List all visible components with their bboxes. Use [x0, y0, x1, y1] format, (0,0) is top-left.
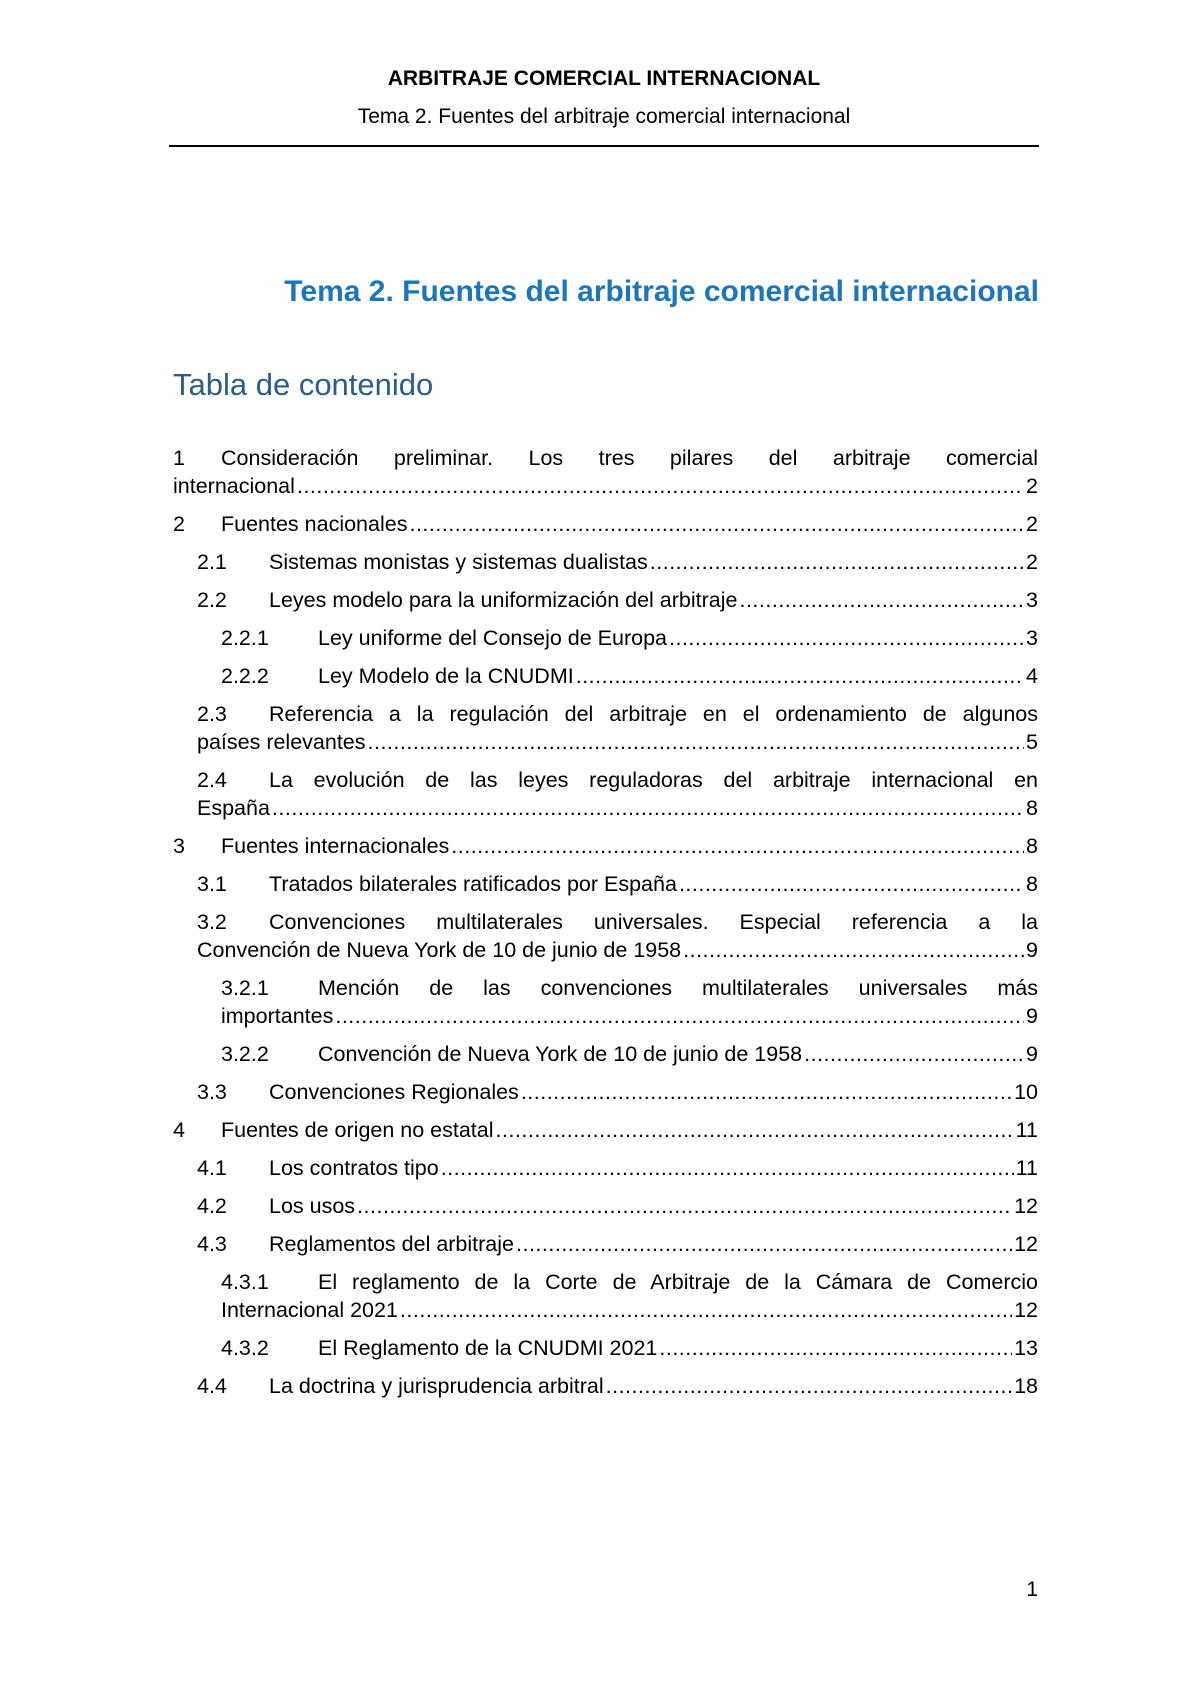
toc-entry-line2 — [173, 472, 1038, 500]
toc-entry-number: 3 — [173, 834, 185, 858]
dot-leader — [368, 728, 1025, 756]
toc-entry-line2 — [197, 936, 1038, 964]
toc-entry-number: 2.4 — [197, 768, 227, 792]
toc-entry-number: 4 — [173, 1118, 185, 1142]
toc-entry-4[interactable] — [173, 1116, 1038, 1144]
dot-leader — [679, 870, 1024, 898]
toc-entry-title: Sistemas monistas y sistemas dualistas — [269, 550, 648, 574]
toc-entry-title: Convención de Nueva York de 10 de junio de 1958 — [318, 1042, 803, 1066]
dot-leader — [669, 624, 1024, 652]
toc-entry-4-3[interactable] — [173, 1230, 1038, 1258]
toc-entry-title-continued: internacional — [173, 474, 295, 498]
toc-entry-number: 2.2.1 — [221, 626, 269, 650]
toc-entry-title: El reglamento de la Corte de Arbitraje de la Cámara de Comercio — [318, 1270, 1038, 1294]
toc-entry-4-1[interactable] — [173, 1154, 1038, 1182]
toc-entry-2-2[interactable] — [173, 586, 1038, 614]
dot-leader — [409, 510, 1024, 538]
dot-leader — [659, 1334, 1012, 1362]
toc-entry-title: Reglamentos del arbitraje — [269, 1232, 514, 1256]
toc-entry-number: 3.3 — [197, 1080, 227, 1104]
header-divider — [169, 145, 1039, 147]
toc-entry-title: Los usos — [269, 1194, 356, 1218]
toc-entry-page: 9 — [1026, 938, 1038, 962]
toc-entry-page: 12 — [1014, 1298, 1038, 1322]
toc-entry-page: 4 — [1026, 664, 1038, 688]
dot-leader — [804, 1040, 1024, 1068]
toc-entry-3[interactable] — [173, 832, 1038, 860]
toc-entry-title-continued: importantes — [221, 1004, 334, 1028]
dot-leader — [451, 832, 1024, 860]
toc-entry-page: 2 — [1026, 550, 1038, 574]
toc-entry-page: 5 — [1026, 730, 1038, 754]
toc-entry-4-4[interactable] — [173, 1372, 1038, 1400]
toc-entry-3-2[interactable] — [173, 908, 1038, 964]
toc-entry-2-4[interactable] — [173, 766, 1038, 822]
toc-entry-2[interactable] — [173, 510, 1038, 538]
page-number: 1 — [1026, 1578, 1038, 1601]
dot-leader — [441, 1154, 1014, 1182]
toc-entry-4-2[interactable] — [173, 1192, 1038, 1220]
toc-entry-title: Leyes modelo para la uniformización del arbitraje — [269, 588, 738, 612]
toc-entry-line1 — [221, 1268, 1038, 1296]
toc-entry-title: La doctrina y jurisprudencia arbitral — [269, 1374, 604, 1398]
toc-entry-title-continued: España — [197, 796, 270, 820]
toc-entry-page: 3 — [1026, 588, 1038, 612]
toc-entry-page: 12 — [1014, 1232, 1038, 1256]
toc-entry-3-2-2[interactable] — [173, 1040, 1038, 1068]
toc-entry-title: Mención de las convenciones multilaterales universales más — [318, 976, 1038, 1000]
toc-entry-number: 4.1 — [197, 1156, 227, 1180]
toc-entry-title: Convenciones Regionales — [269, 1080, 519, 1104]
toc-entry-page: 18 — [1014, 1374, 1038, 1398]
toc-entry-page: 12 — [1014, 1194, 1038, 1218]
dot-leader — [516, 1230, 1012, 1258]
toc-entry-page: 8 — [1026, 872, 1038, 896]
toc-entry-line1 — [221, 974, 1038, 1002]
dot-leader — [496, 1116, 1014, 1144]
dot-leader — [606, 1372, 1012, 1400]
dot-leader — [400, 1296, 1012, 1324]
toc-entry-number: 2.2.2 — [221, 664, 269, 688]
toc-entry-2-1[interactable] — [173, 548, 1038, 576]
toc-entry-number: 4.3 — [197, 1232, 227, 1256]
dot-leader — [683, 936, 1024, 964]
dot-leader — [521, 1078, 1012, 1106]
toc-entry-title-continued: Internacional 2021 — [221, 1298, 398, 1322]
toc-entry-number: 3.2.1 — [221, 976, 269, 1000]
toc-entry-number: 4.3.1 — [221, 1270, 269, 1294]
toc-entry-title: Fuentes internacionales — [221, 834, 450, 858]
toc-entry-line1 — [173, 444, 1038, 472]
toc-entry-number: 2.3 — [197, 702, 227, 726]
toc-entry-number: 3.2 — [197, 910, 227, 934]
dot-leader — [650, 548, 1024, 576]
toc-entry-page: 13 — [1014, 1336, 1038, 1360]
toc-entry-page: 3 — [1026, 626, 1038, 650]
toc-entry-page: 11 — [1015, 1118, 1038, 1142]
toc-entry-title: Referencia a la regulación del arbitraje en el ordenamiento de algunos — [269, 702, 1038, 726]
toc-entry-page: 8 — [1026, 796, 1038, 820]
dot-leader — [739, 586, 1024, 614]
toc-entry-title: Ley Modelo de la CNUDMI — [318, 664, 574, 688]
toc-entry-number: 4.2 — [197, 1194, 227, 1218]
toc-entry-line2 — [197, 728, 1038, 756]
toc-entry-line1 — [197, 766, 1038, 794]
toc-entry-page: 8 — [1026, 834, 1038, 858]
toc-entry-title: Consideración preliminar. Los tres pilares del arbitraje comercial — [221, 446, 1038, 470]
toc-entry-number: 2 — [173, 512, 185, 536]
toc-entry-2-2-1[interactable] — [173, 624, 1038, 652]
dot-leader — [357, 1192, 1012, 1220]
running-header — [169, 64, 1039, 132]
toc-entry-title: La evolución de las leyes reguladoras del arbitraje internacional en — [269, 768, 1038, 792]
toc-entry-3-2-1[interactable] — [173, 974, 1038, 1030]
toc-entry-number: 4.3.2 — [221, 1336, 269, 1360]
toc-entry-page: 10 — [1014, 1080, 1038, 1104]
toc-entry-3-1[interactable] — [173, 870, 1038, 898]
toc-entry-line2 — [197, 794, 1038, 822]
toc-entry-page: 11 — [1015, 1156, 1038, 1180]
table-of-contents — [173, 444, 1038, 1400]
toc-entry-number: 3.1 — [197, 872, 227, 896]
toc-entry-title-continued: países relevantes — [197, 730, 366, 754]
toc-entry-number: 1 — [173, 446, 185, 470]
dot-leader — [576, 662, 1024, 690]
toc-entry-1[interactable] — [173, 444, 1038, 500]
toc-entry-4-3-2[interactable] — [173, 1334, 1038, 1362]
toc-entry-page: 9 — [1026, 1042, 1038, 1066]
topic-subtitle: Tema 2. Fuentes del arbitraje comercial internacional — [357, 105, 851, 128]
course-title: ARBITRAJE COMERCIAL INTERNACIONAL — [387, 67, 821, 90]
toc-entry-line1 — [197, 908, 1038, 936]
toc-entry-3-3[interactable] — [173, 1078, 1038, 1106]
toc-entry-page: 2 — [1026, 474, 1038, 498]
toc-entry-line2 — [221, 1002, 1038, 1030]
dot-leader — [297, 472, 1024, 500]
toc-entry-number: 4.4 — [197, 1374, 227, 1398]
toc-entry-page: 9 — [1026, 1004, 1038, 1028]
page-title: Tema 2. Fuentes del arbitraje comercial internacional — [284, 275, 1039, 308]
toc-entry-2-2-2[interactable] — [173, 662, 1038, 690]
toc-entry-line1 — [197, 700, 1038, 728]
toc-entry-2-3[interactable] — [173, 700, 1038, 756]
toc-entry-title: El Reglamento de la CNUDMI 2021 — [318, 1336, 658, 1360]
toc-entry-title: Los contratos tipo — [269, 1156, 439, 1180]
toc-entry-title: Fuentes nacionales — [221, 512, 408, 536]
toc-entry-number: 3.2.2 — [221, 1042, 269, 1066]
dot-leader — [335, 1002, 1024, 1030]
toc-entry-line2 — [221, 1296, 1038, 1324]
toc-entry-4-3-1[interactable] — [173, 1268, 1038, 1324]
toc-entry-title: Fuentes de origen no estatal — [221, 1118, 494, 1142]
toc-entry-title: Tratados bilaterales ratificados por España — [269, 872, 677, 896]
toc-entry-number: 2.1 — [197, 550, 227, 574]
toc-entry-page: 2 — [1026, 512, 1038, 536]
toc-entry-title-continued: Convención de Nueva York de 10 de junio de 1958 — [197, 938, 682, 962]
toc-heading: Tabla de contenido — [173, 367, 434, 402]
toc-entry-title: Convenciones multilaterales universales. Especial referencia a la — [269, 910, 1038, 934]
toc-entry-number: 2.2 — [197, 588, 227, 612]
dot-leader — [272, 794, 1024, 822]
toc-entry-title: Ley uniforme del Consejo de Europa — [318, 626, 667, 650]
